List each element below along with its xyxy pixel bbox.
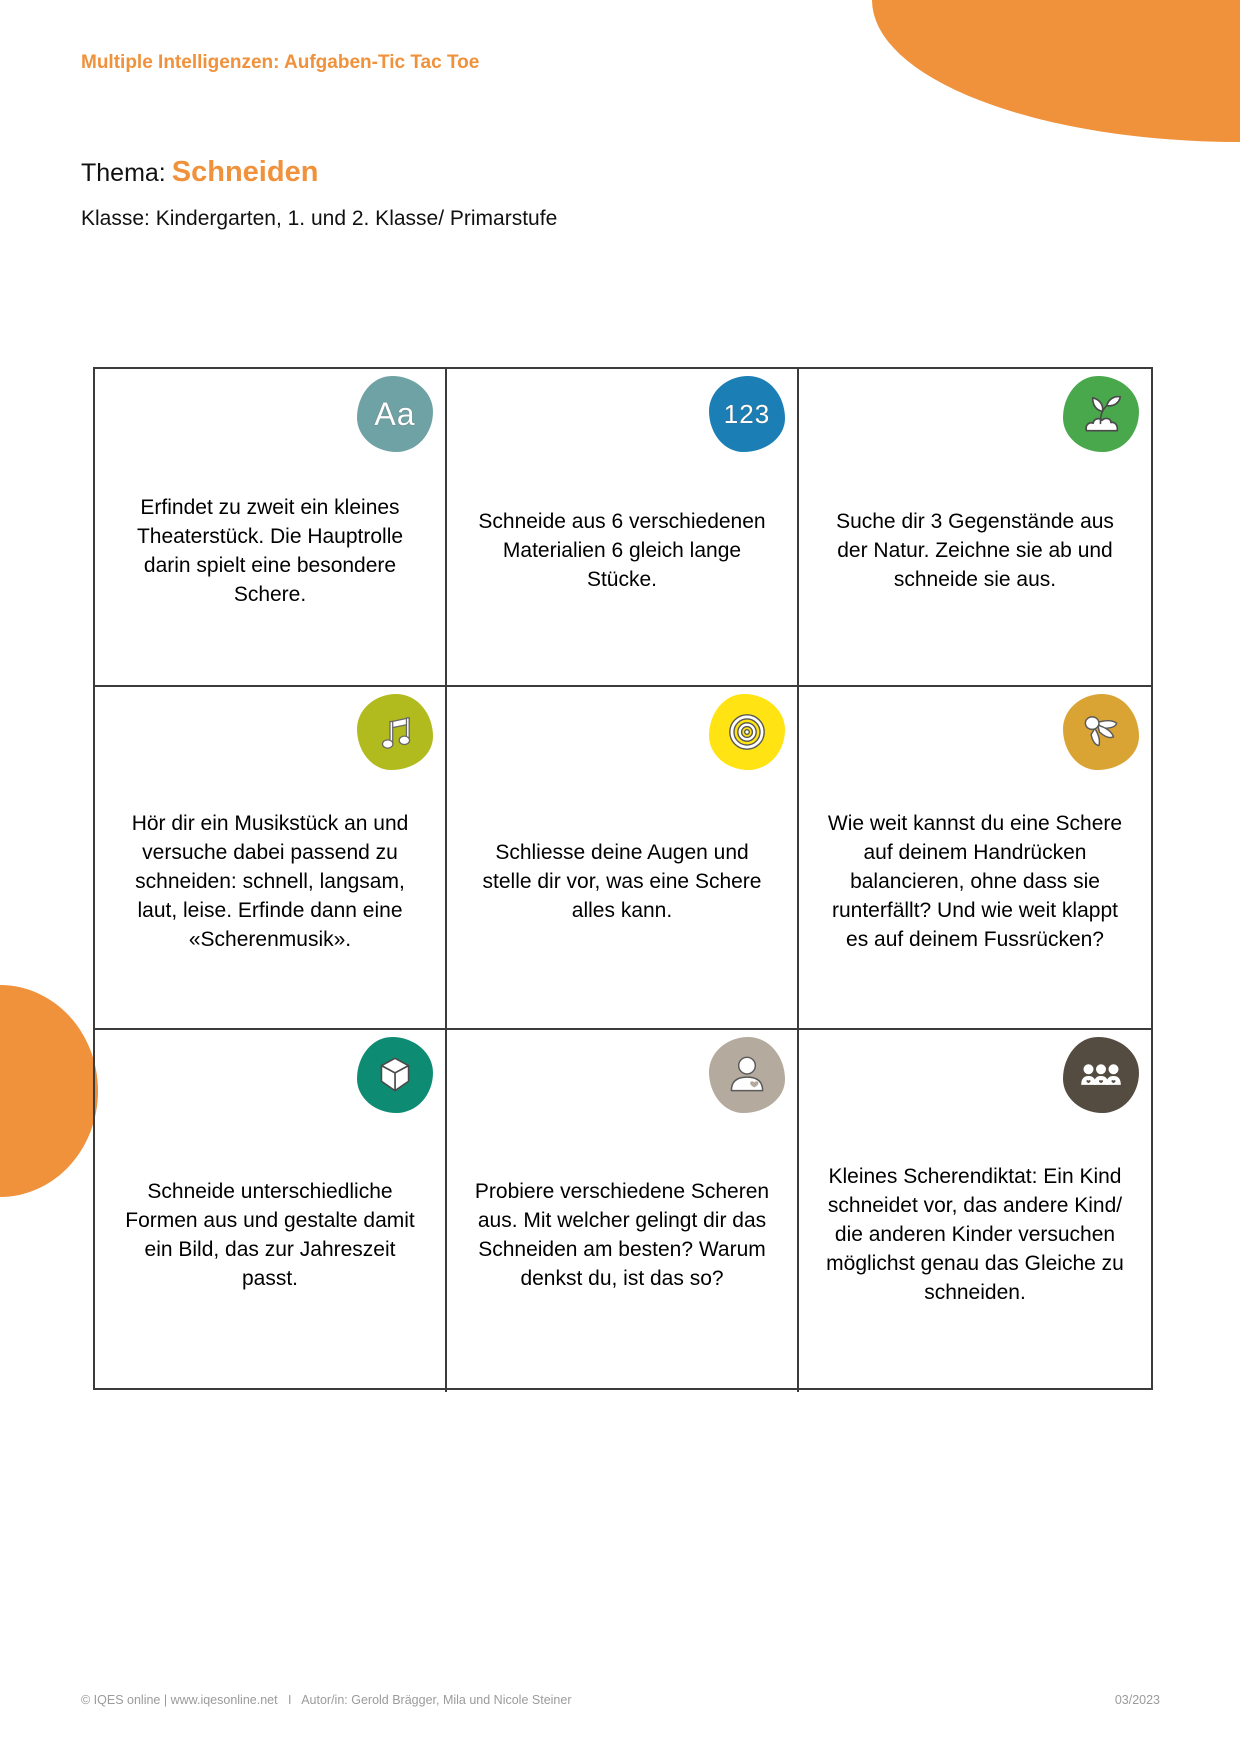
- thema-line: [81, 156, 318, 189]
- task-cell-interpersonal: [799, 1030, 1151, 1392]
- task-cell-verbal: [95, 369, 447, 687]
- shuttlecock-icon: [1063, 694, 1139, 770]
- aa-letters-label: Aa: [374, 395, 416, 432]
- thema-label: Thema:: [81, 159, 166, 187]
- task-cell-spatial: [95, 1030, 447, 1392]
- footer-credits: © IQES online | www.iqesonline.net I Autor/in: Gerold Brägger, Mila und Nicole Steiner: [81, 1693, 572, 1707]
- task-text: Schliesse deine Augen und stelle dir vor, was eine Schere alles kann.: [482, 840, 762, 922]
- document-title: Multiple Intelligenzen: Aufgaben-Tic Tac Toe: [81, 52, 480, 73]
- aa-letters-icon: [357, 376, 433, 452]
- task-cell-intrapersonal: [447, 687, 799, 1030]
- task-text: Suche dir 3 Gegenstände aus der Natur. Zeichne sie ab und schneide sie aus.: [836, 510, 1114, 591]
- people-group-icon: [1063, 1037, 1139, 1113]
- person-heart-icon: [709, 1037, 785, 1113]
- task-text: Wie weit kannst du eine Schere auf deinem Handrücken balancieren, ohne dass sie runterfällt? Und wie weit klappt es auf deinem Fussrücken?: [827, 811, 1123, 951]
- task-text: Kleines Scherendiktat: Ein Kind schneidet vor, das andere Kind/ die anderen Kinder versuchen möglichst genau das Gleiche zu schneiden.: [826, 1165, 1124, 1304]
- task-text: Erfindet zu zweit ein kleines Theaterstück. Die Hauptrolle darin spielt eine besondere Schere.: [136, 495, 404, 606]
- task-cell-musical: [95, 687, 447, 1030]
- music-note-icon: [357, 694, 433, 770]
- numbers-123-label: 123: [723, 398, 771, 429]
- task-grid: [93, 367, 1153, 1390]
- task-cell-self: [447, 1030, 799, 1392]
- task-cell-logical: [447, 369, 799, 687]
- thema-value: Schneiden: [171, 156, 319, 188]
- plant-sprout-icon: [1063, 376, 1139, 452]
- task-text: Probiere verschiedene Scheren aus. Mit welcher gelingt dir das Schneiden am besten? Warum denkst du, ist das so?: [474, 1179, 770, 1290]
- footer-date: 03/2023: [1114, 1693, 1160, 1707]
- page-footer: [81, 1693, 1160, 1707]
- task-text: Schneide unterschiedliche Formen aus und gestalte damit ein Bild, das zur Jahreszeit passt.: [125, 1179, 415, 1290]
- task-text: Schneide aus 6 verschiedenen Materialien 6 gleich lange Stücke.: [478, 510, 766, 591]
- numbers-123-icon: [709, 376, 785, 452]
- task-text: Hör dir ein Musikstück an und versuche dabei passend zu schneiden: schnell, langsam, laut, leise. Erfinde dann eine «Scherenmusik».: [131, 811, 409, 951]
- cube-icon: [357, 1037, 433, 1113]
- task-cell-kinesthetic: [799, 687, 1151, 1030]
- spiral-target-icon: [709, 694, 785, 770]
- klasse-line: Klasse: Kindergarten, 1. und 2. Klasse/ Primarstufe: [81, 207, 558, 230]
- side-orange-shape: [0, 985, 98, 1197]
- task-cell-nature: [799, 369, 1151, 687]
- corner-orange-shape: [872, 0, 1240, 142]
